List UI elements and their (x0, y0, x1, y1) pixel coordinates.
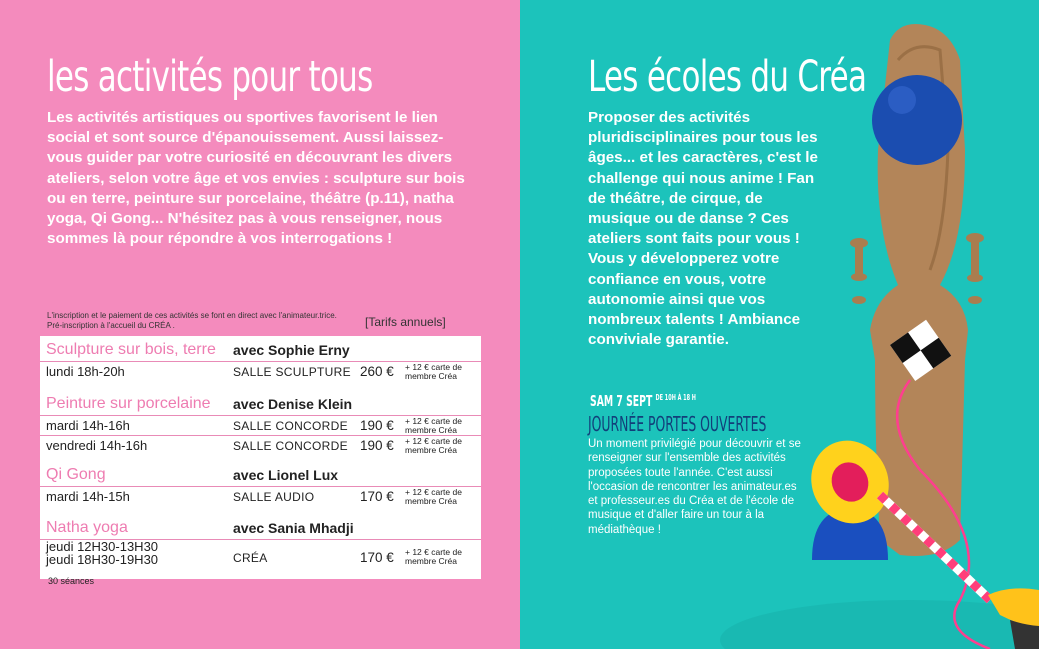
schedule-room: CRÉA (233, 551, 268, 565)
schedule-day: vendredi 14h-16h (46, 438, 148, 453)
activity-name: Natha yoga (46, 519, 128, 536)
activity-group-sculpture (40, 339, 481, 381)
activity-teacher: avec Lionel Lux (233, 467, 339, 483)
intro-text-left: Les activités artistiques ou sportives favorisent le lien social et sont source d'épanouissement. Aussi laissez-vous guider par votre curiosité en découvrant les divers ateliers, selon votre âge et vos envies : sculpture sur bois ou en terre, peinture sur porcelaine, théâtre (p.11), natha yoga, Qi Gong... N'hésitez pas à vous renseigner, nous sommes là pour répondre à vos interrogations ! (47, 109, 465, 248)
intro-paragraph-2: Vous y développerez votre confiance en vous, votre autonomie ainsi que vos nombreux talents ! Ambiance conviviale garantie. (588, 250, 801, 349)
activities-table (40, 336, 481, 586)
activity-name: Qi Gong (46, 466, 106, 483)
schedule-row (40, 416, 481, 436)
intro-text-right (588, 108, 828, 350)
activity-teacher: avec Denise Klein (233, 396, 353, 412)
page-title-right: Les écoles du Créa (588, 52, 867, 102)
page-title-left: les activités pour tous (47, 52, 373, 102)
schedule-row (40, 362, 481, 381)
schedule-room: SALLE SCULPTURE (233, 365, 351, 379)
tarifs-label: [Tarifs annuels] (365, 315, 446, 329)
schedule-day: mardi 14h-15h (46, 489, 130, 504)
activity-teacher: avec Sania Mhadji (233, 520, 354, 536)
schedule-price: 190 € (360, 418, 394, 433)
membership-fee: + 12 € carte de membre Créa (405, 547, 462, 566)
schedule-price: 190 € (360, 438, 394, 453)
membership-fee: + 12 € carte de membre Créa (405, 436, 462, 455)
schedule-price: 170 € (360, 489, 394, 504)
event-title: JOURNÉE PORTES OUVERTES (588, 412, 767, 436)
event-date (590, 392, 696, 410)
schedule-room: SALLE AUDIO (233, 490, 315, 504)
group-header (40, 393, 481, 416)
schedule-row (40, 436, 481, 455)
membership-fee: + 12 € carte de membre Créa (405, 416, 462, 435)
activity-group-porcelaine (40, 393, 481, 455)
schedule-time-1: jeudi 12H30-13H30 (46, 539, 159, 554)
activity-name: Sculpture sur bois, terre (46, 341, 216, 358)
right-page (520, 0, 1039, 649)
schedule-room: SALLE CONCORDE (233, 419, 348, 433)
schedule-row (40, 487, 481, 506)
schedule-time-2: jeudi 18H30-19H30 (46, 552, 159, 567)
activity-group-yoga (40, 517, 481, 586)
schedule-day: mardi 14h-16h (46, 418, 130, 433)
group-header (40, 464, 481, 487)
schedule-day (46, 540, 158, 566)
membership-fee: + 12 € carte de membre Créa (405, 487, 462, 506)
membership-fee: + 12 € carte de membre Créa (405, 362, 462, 381)
activity-group-qigong (40, 464, 481, 506)
group-header (40, 339, 481, 362)
intro-paragraph-1: Proposer des activités pluridisciplinaires pour tous les âges... et les caractères, c'est le challenge qui nous anime ! Fan de théâtre, de cirque, de musique ou de danse ? Ces ateliers sont faits pour vous ! (588, 109, 818, 248)
schedule-day: lundi 18h-20h (46, 364, 125, 379)
event-hours: DE 10H À 18 H (655, 393, 696, 402)
activity-name: Peinture sur porcelaine (46, 395, 211, 412)
schedule-price: 260 € (360, 364, 394, 379)
schedule-price: 170 € (360, 550, 394, 565)
activity-teacher: avec Sophie Erny (233, 342, 350, 358)
registration-note: L'inscription et le paiement de ces activités se font en direct avec l'animateur.trice. Pré-inscription à l'accueil du CRÉA . (47, 311, 337, 330)
schedule-room: SALLE CONCORDE (233, 439, 348, 453)
sessions-count: 30 séances (48, 576, 95, 586)
event-description: Un moment privilégié pour découvrir et se renseigner sur l'ensemble des activités proposées toute l'année. C'est aussi l'occasion de rencontrer les animateur.es et professeur.es du Créa et de l'école de musique et d'aller faire un tour à la médiathèque ! (588, 438, 801, 536)
schedule-row (40, 539, 481, 586)
group-header (40, 517, 481, 540)
event-date-day: SAM 7 SEPT (590, 392, 653, 410)
